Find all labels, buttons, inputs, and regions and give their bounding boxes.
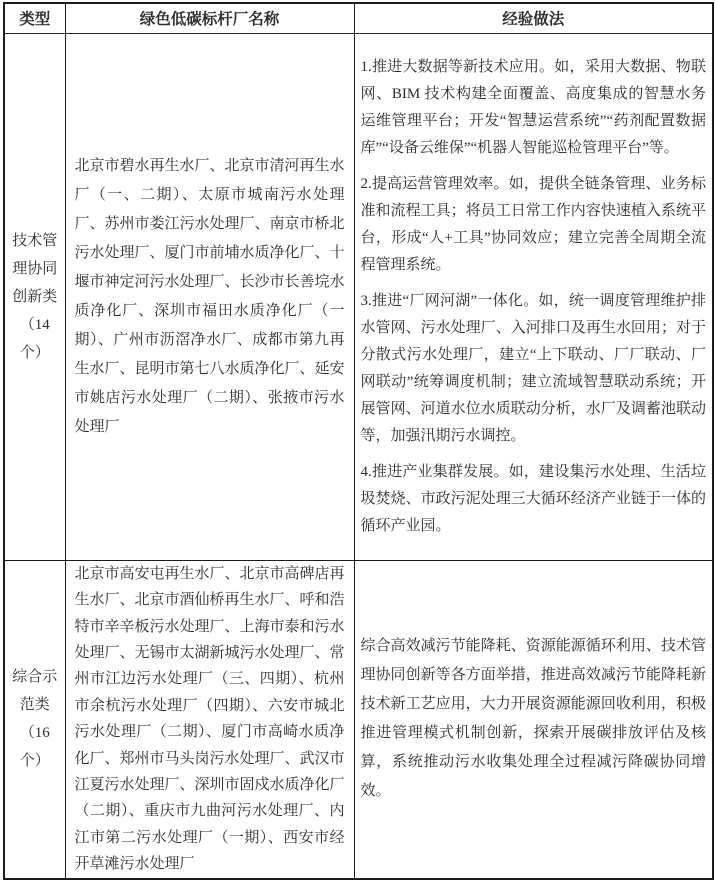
plants-cell-tech-management: 北京市碧水再生水厂、北京市清河再生水厂（一、二期）、太原市城南污水处理厂、苏州市娄江污水处理厂、南京市桥北污水处理厂、厦门市前埔水质净化厂、十堰市神定河污水处理厂、长沙市长善垸水质净化厂、深圳市福田水质净化厂（一期）、广州市沥滘净水厂、成都市第九再生水厂、昆明市第七八水质净化厂、延安市姚店污水处理厂（二期）、张掖市污水处理厂 bbox=[65, 33, 354, 560]
practices-cell-comprehensive-demo bbox=[354, 560, 713, 879]
table-body bbox=[4, 33, 713, 879]
column-header-type: 类型 bbox=[4, 3, 65, 33]
benchmark-plants-table bbox=[3, 2, 714, 880]
type-cell-tech-management: 技术管理协同创新类（14个） bbox=[4, 33, 65, 560]
practices-cell-tech-management bbox=[354, 33, 713, 560]
table-row-comprehensive-demo bbox=[4, 560, 713, 879]
header-row bbox=[4, 3, 713, 33]
practice-paragraph-3: 3.推进“厂网河湖”一体化。如，统一调度管理维护排水管网、污水处理厂、入河排口及再生水回用；对于分散式污水处理厂，建立“上下联动、厂厂联动、厂网联动”统筹调度机制；建立流域智慧联动系统；开展管网、河道水位水质联动分析，水厂及调蓄池联动等，加强汛期污水调控。 bbox=[360, 292, 706, 444]
column-header-practices: 经验做法 bbox=[354, 3, 713, 33]
type-cell-comprehensive-demo: 综合示范类（16个） bbox=[4, 560, 65, 879]
practice-paragraph-1: 综合高效减污节能降耗、资源能源循环利用、技术管理协同创新等各方面举措，推进高效减污节能降耗新技术新工艺应用，大力开展资源能源回收利用，积极推进管理模式机制创新，探索开展碳排放评估及核算，系统推动污水收集处理全过程减污降碳协同增效。 bbox=[360, 638, 706, 800]
practice-paragraph-1: 1.推进大数据等新技术应用。如，采用大数据、物联网、BIM 技术构建全面覆盖、高度集成的智慧水务运维管理平台；开发“智慧运营系统”“药剂配置数据库”“设备云维保”“机器人智能巡检管理平台”等。 bbox=[360, 58, 706, 156]
plants-cell-comprehensive-demo: 北京市高安屯再生水厂、北京市高碑店再生水厂、北京市酒仙桥再生水厂、呼和浩特市辛辛板污水处理厂、上海市泰和污水处理厂、无锡市太湖新城污水处理厂、常州市江边污水处理厂（三、四期）、杭州市余杭污水处理厂（四期）、六安市城北污水处理厂（二期）、厦门市高崎水质净化厂、郑州市马头岗污水处理厂、武汉市江夏污水处理厂、深圳市固戍水质净化厂（二期）、重庆市九曲河污水处理厂、内江市第二污水处理厂（一期）、西安市经开草滩污水处理厂 bbox=[65, 560, 354, 879]
column-header-plant-names: 绿色低碳标杆厂名称 bbox=[65, 3, 354, 33]
table-header bbox=[4, 3, 713, 33]
table-row-tech-management bbox=[4, 33, 713, 560]
practice-paragraph-2: 2.提高运营管理效率。如，提供全链条管理、业务标准和流程工具；将员工日常工作内容快速植入系统平台，形成“人+工具”协同效应；建立完善全周期全流程管理系统。 bbox=[360, 175, 706, 273]
practice-paragraph-4: 4.推进产业集群发展。如，建设集污水处理、生活垃圾焚烧、市政污泥处理三大循环经济产业链于一体的循环产业园。 bbox=[360, 463, 706, 534]
